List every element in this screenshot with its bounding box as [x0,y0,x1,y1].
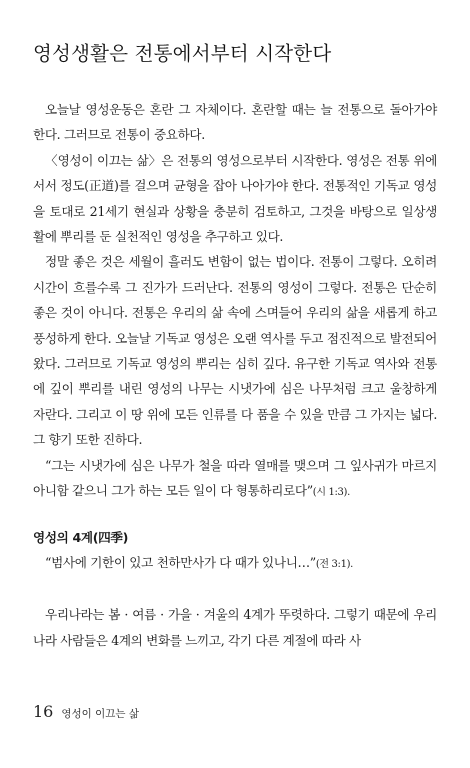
page-number: 16 [33,702,54,721]
paragraph-1: 오늘날 영성운동은 혼란 그 자체이다. 혼란할 때는 늘 전통으로 돌아가야 한다. 그러므로 전통이 중요하다. [33,102,437,143]
verse-text: “범사에 기한이 있고 천하만사가 다 때가 있나니…” [45,554,316,570]
scripture-quote [33,453,437,506]
page-footer [33,702,139,721]
paragraph-3: 정말 좋은 것은 세월이 흘러도 변함이 없는 법이다. 전통이 그렇다. 오히려 시간이 흐를수록 그 진가가 드러난다. 전통의 영성이 그렇다. 전통은 단순히 좋은 것이 아니다. 전통은 우리의 삶 속에 스며들어 우리의 삶을 새롭게 하고 풍성하게 한다. 오늘날 기독교 영성은 오랜 역사를 두고 점진적으로 발전되어 왔다. 그러므로 기독교 영성의 뿌리는 심히 깊다. 유구한 기독교 역사와 전통에 깊이 뿌리를 내린 영성의 나무는 시냇가에 심은 나무처럼 크고 울창하게 자란다. 그리고 이 땅 위에 모든 인류를 다 품을 수 있을 만큼 그 가지는 넓다. 그 향기 또한 진하다. [33,254,437,448]
running-head: 영성이 이끄는 삶 [61,708,140,720]
section-title: 영성생활은 전통에서부터 시작한다 [33,42,332,65]
paragraph-2: 〈영성이 이끄는 삶〉은 전통의 영성으로부터 시작한다. 영성은 전통 위에 서서 정도(正道)를 걸으며 균형을 잡아 나아가야 한다. 전통적인 기독교 영성을 토대로 21세기 현실과 상황을 충분히 검토하고, 그것을 바탕으로 일상생활에 뿌리를 둔 실천적인 영성을 추구하고 있다. [33,152,437,245]
quote-text: “그는 시냇가에 심은 나무가 철을 따라 열매를 맺으며 그 잎사귀가 마르지 아니함 같으니 그가 하는 모든 일이 다 형통하리로다” [33,457,437,499]
scripture-verse [33,550,437,577]
body-text [33,97,437,653]
closing-paragraph: 우리나라는 봄 · 여름 · 가을 · 겨울의 4계가 뚜렷하다. 그렇기 때문에 우리나라 사람들은 4계의 변화를 느끼고, 각기 다른 계절에 따라 사 [33,607,437,648]
paragraph-gap [33,577,437,602]
subheading: 영성의 4계(四季) [33,529,129,545]
quote-reference: (시 1:3). [312,487,350,499]
verse-reference: (전 3:1). [315,558,353,570]
